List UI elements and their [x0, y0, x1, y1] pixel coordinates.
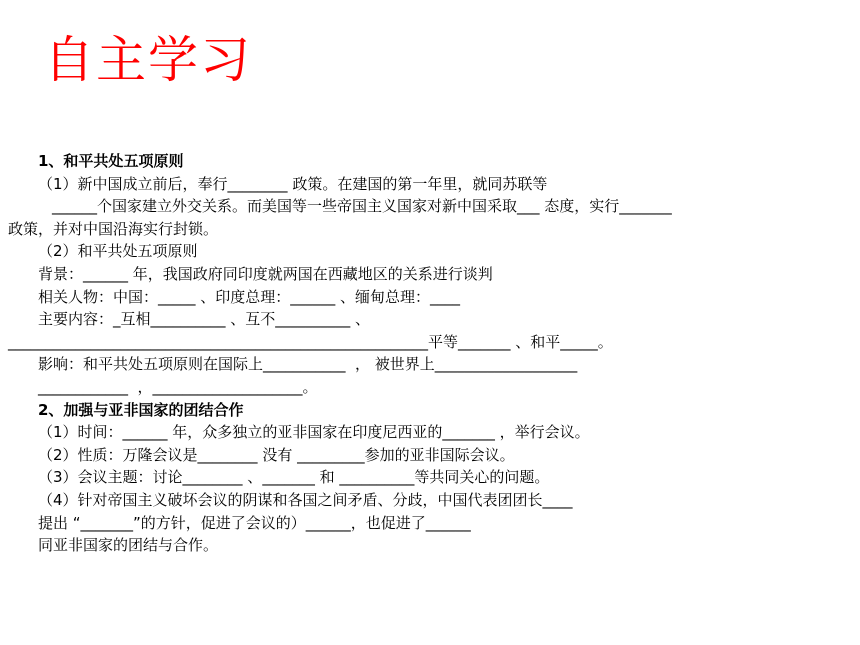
study-content — [0, 150, 860, 557]
text-line: 影响：和平共处五项原则在国际上___________ ， 被世界上___________________ — [38, 355, 578, 374]
text-line: 背景：______ 年，我国政府同印度就两国在西藏地区的关系进行谈判 — [38, 264, 493, 283]
text-line: 政策，并对中国沿海实行封锁。 — [8, 219, 219, 238]
text-line: ________________________________________________________平等_______ 、和平_____。 — [8, 332, 613, 351]
subsection-heading: （2）和平共处五项原则 — [38, 242, 198, 261]
text-line: 相关人物：中国：_____ 、印度总理：______ 、缅甸总理：____ — [38, 287, 461, 306]
text-line: （3）会议主题：讨论________ 、_______ 和 __________等共同关心的问题。 — [38, 468, 550, 487]
text-line: 提出 “_______”的方针，促进了会议的）______，也促进了______ — [38, 513, 471, 532]
text-line: （4）针对帝国主义破坏会议的阴谋和各国之间矛盾、分歧，中国代表团团长____ — [38, 490, 573, 509]
text-line: ______个国家建立外交关系。而美国等一些帝国主义国家对新中国采取___ 态度，实行_______ — [52, 197, 672, 216]
section-heading-2: 2、加强与亚非国家的团结合作 — [38, 400, 244, 419]
text-line: ____________ ，____________________。 — [38, 377, 318, 396]
text-line: 同亚非国家的团结与合作。 — [38, 536, 219, 555]
text-line: （2）性质：万隆会议是________ 没有 _________参加的亚非国际会议。 — [38, 445, 515, 464]
page-title: 自主学习 — [44, 31, 252, 89]
text-line: （1）新中国成立前后，奉行________ 政策。在建国的第一年里，就同苏联等 — [38, 174, 548, 193]
text-line: 主要内容：_互相__________ 、互不__________ 、 — [38, 310, 371, 329]
section-heading-1: 1、和平共处五项原则 — [38, 152, 184, 170]
text-line: （1）时间：______ 年，众多独立的亚非国家在印度尼西亚的_______ ，举行会议。 — [38, 423, 590, 442]
